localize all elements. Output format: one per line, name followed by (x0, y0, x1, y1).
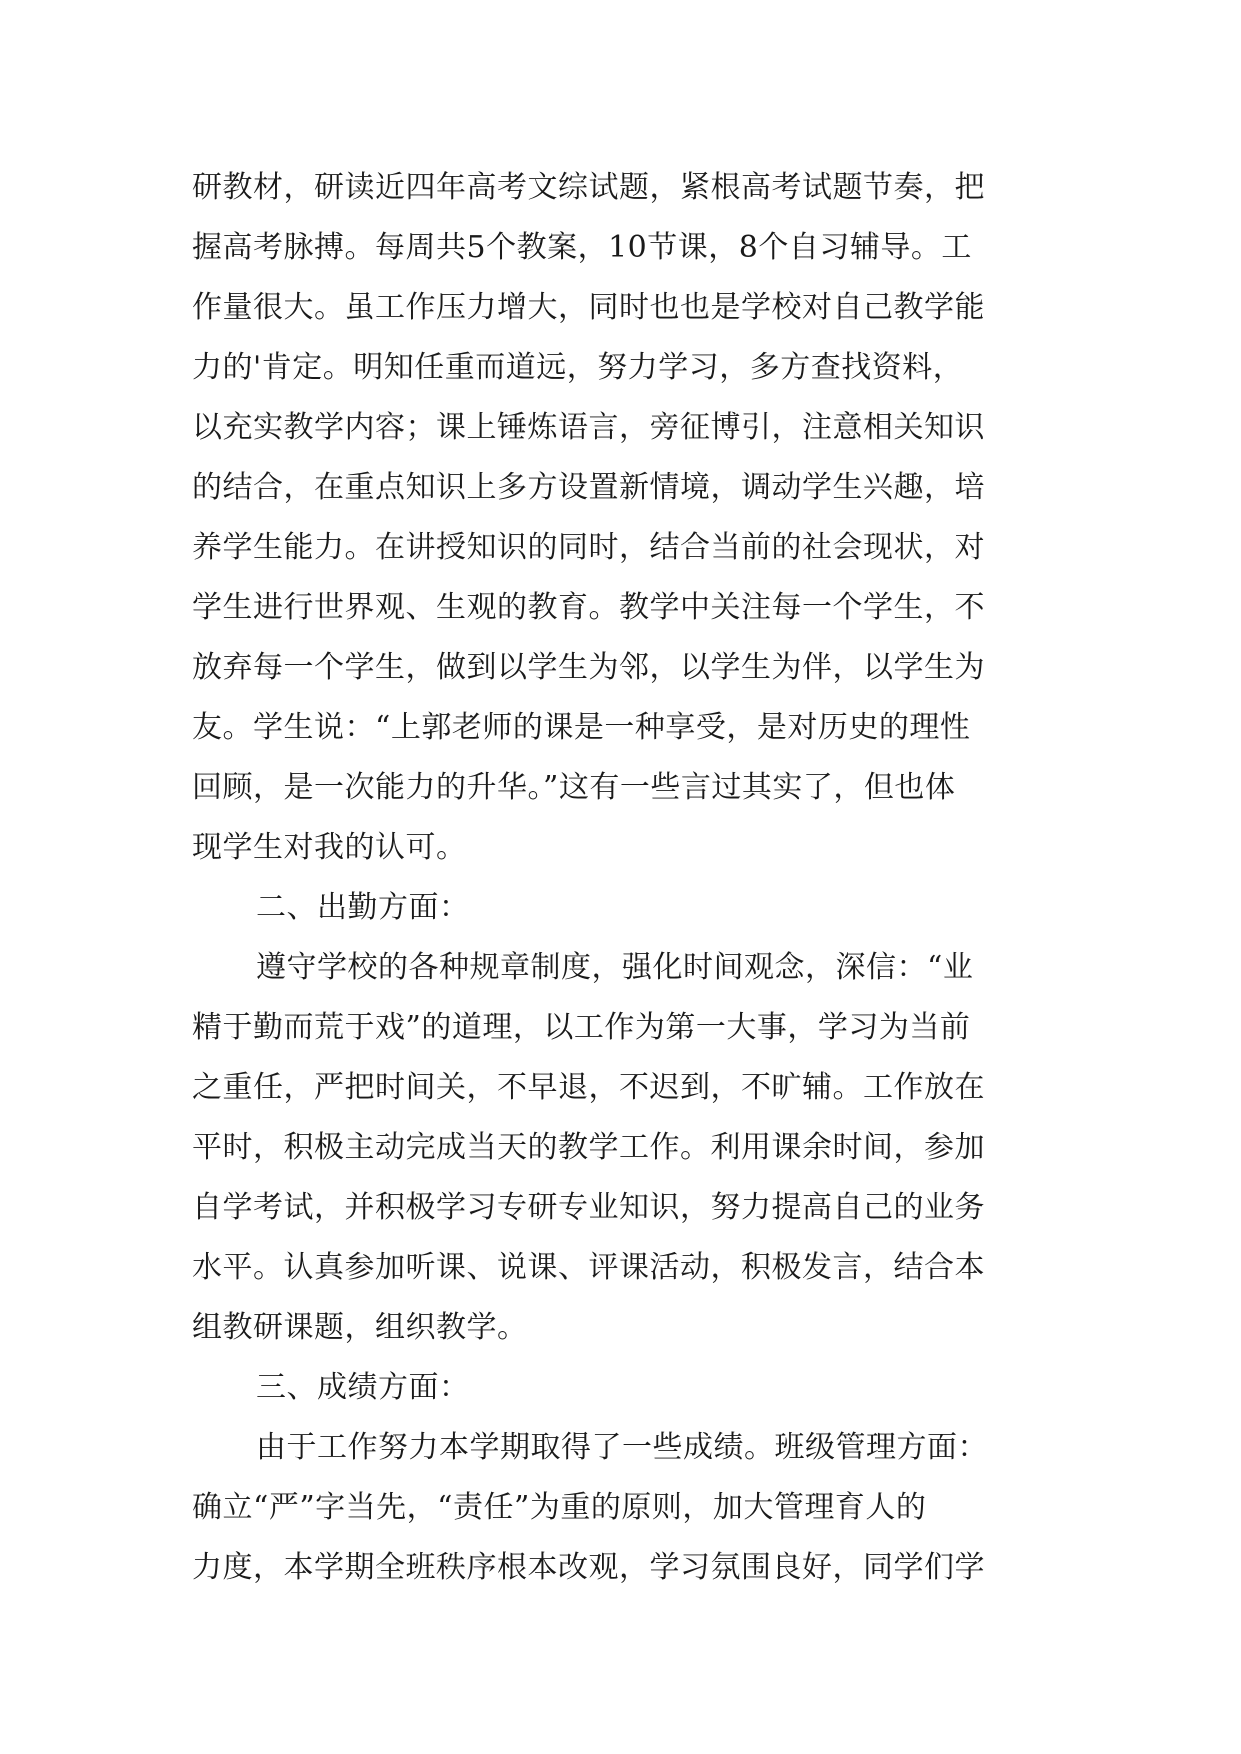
text-line: 放弃每一个学生，做到以学生为邻，以学生为伴，以学生为 (192, 650, 985, 685)
text-line: 的结合，在重点知识上多方设置新情境，调动学生兴趣，培 (192, 470, 985, 505)
text-line: 确立“严”字当先，“责任”为重的原则，加大管理育人的 (192, 1490, 927, 1525)
text-line: 精于勤而荒于戏”的道理，以工作为第一大事，学习为当前 (192, 1010, 971, 1045)
text-line: 由于工作努力本学期取得了一些成绩。班级管理方面： (256, 1430, 988, 1465)
text-line: 以充实教学内容；课上锤炼语言，旁征博引，注意相关知识 (192, 410, 985, 445)
text-line: 自学考试，并积极学习专研专业知识，努力提高自己的业务 (192, 1190, 985, 1225)
text-line: 养学生能力。在讲授知识的同时，结合当前的社会现状，对 (192, 530, 985, 565)
text-line: 回顾，是一次能力的升华。”这有一些言过其实了，但也体 (192, 770, 956, 805)
section-heading-achievements: 三、成绩方面： (256, 1370, 470, 1405)
text-line: 力的'肯定。明知任重而道远，努力学习，多方查找资料， (192, 350, 964, 385)
text-line: 作量很大。虽工作压力增大，同时也也是学校对自己教学能 (192, 290, 985, 325)
document-body (192, 158, 1052, 1598)
text-line: 现学生对我的认可。 (192, 830, 467, 865)
text-line: 学生进行世界观、生观的教育。教学中关注每一个学生，不 (192, 590, 985, 625)
text-line: 握高考脉搏。每周共5个教案，10节课，8个自习辅导。工 (192, 230, 972, 265)
text-line: 研教材，研读近四年高考文综试题，紧根高考试题节奏，把 (192, 170, 985, 205)
text-line: 遵守学校的各种规章制度，强化时间观念，深信：“业 (256, 950, 974, 985)
text-line: 平时，积极主动完成当天的教学工作。利用课余时间，参加 (192, 1130, 985, 1165)
text-line: 力度，本学期全班秩序根本改观，学习氛围良好，同学们学 (192, 1550, 985, 1585)
text-line: 水平。认真参加听课、说课、评课活动，积极发言，结合本 (192, 1250, 985, 1285)
text-line: 友。学生说：“上郭老师的课是一种享受，是对历史的理性 (192, 710, 971, 745)
section-heading-attendance: 二、出勤方面： (256, 890, 470, 925)
text-line: 组教研课题，组织教学。 (192, 1310, 528, 1345)
text-line: 之重任，严把时间关，不早退，不迟到，不旷辅。工作放在 (192, 1070, 985, 1105)
